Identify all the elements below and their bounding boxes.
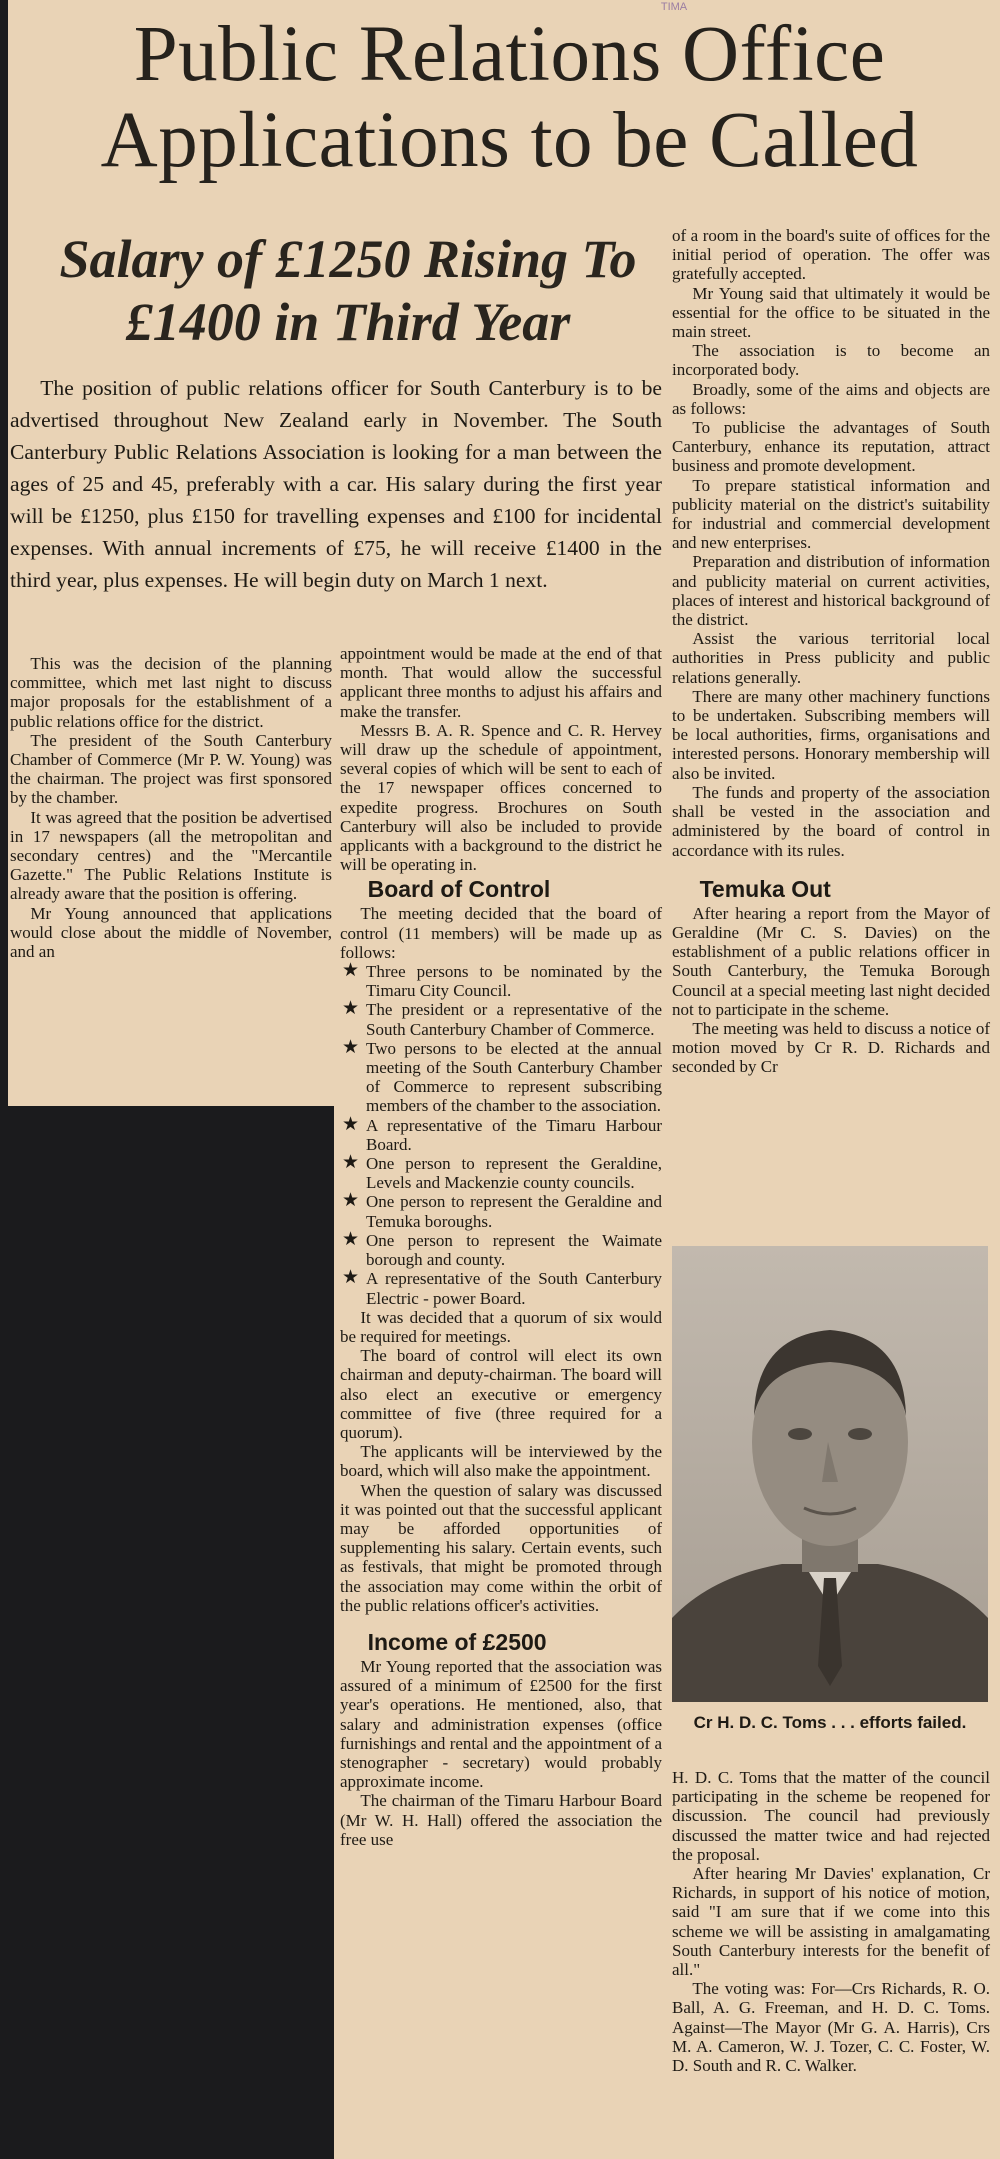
col1-para: The president of the South Canterbury Chamber of Commerce (Mr P. W. Young) was the chairman. The project was first sponsored by the chamber.: [10, 730, 332, 808]
column-3: [672, 226, 990, 1077]
temuka-para: The meeting was held to discuss a notice of motion moved by Cr R. D. Richards and seconded by Cr: [672, 1018, 990, 1077]
star-icon: ★: [342, 998, 360, 1020]
col3-para: There are many other machinery functions to be undertaken. Subscribing members will be local authorities, firms, organisations and interested persons. Honorary membership will also be invited.: [672, 686, 990, 783]
col2-para: appointment would be made at the end of that month. That would allow the successful applicant three months to adjust his affairs and make the transfer.: [340, 644, 662, 721]
star-icon: ★: [342, 960, 360, 982]
board-para: The applicants will be interviewed by the board, which will also make the appointment.: [340, 1442, 662, 1481]
board-list: [340, 962, 662, 1308]
col3-para: Preparation and distribution of information and publicity material on current activities, places of interest and historical background of the district.: [672, 552, 990, 630]
board-para: When the question of salary was discussed it was pointed out that the successful applicant may be afforded opportunities of supplementing his salary. Certain events, such as festivals, that might be promoted through the association may come within the orbit of the public relations officer's activities.: [340, 1480, 662, 1615]
subheadline: Salary of £1250 Rising To £1400 in Third Year: [59, 229, 637, 352]
income-heading: Income of £2500: [367, 1628, 547, 1655]
board-para: The board of control will elect its own chairman and deputy-chairman. The board will also elect an executive or emergency committee of five (three required for a quorum).: [340, 1346, 662, 1442]
star-icon: ★: [342, 1036, 360, 1058]
list-item: ★ A representative of the South Canterbury Electric - power Board.: [342, 1267, 662, 1308]
column-3-bottom: [672, 1768, 990, 2075]
col3-para: The association is to become an incorporated body.: [672, 341, 990, 380]
list-item: ★ One person to represent the Geraldine, Levels and Mackenzie county councils.: [342, 1152, 662, 1193]
col1-para: This was the decision of the planning committee, which met last night to discuss major proposals for the establishment of a public relations office for the district.: [10, 654, 332, 731]
star-icon: ★: [342, 1228, 360, 1250]
headline: Public Relations Office Applications to be Called: [100, 11, 919, 184]
star-icon: ★: [342, 1267, 360, 1289]
star-icon: ★: [342, 1152, 360, 1174]
col3-para: Broadly, some of the aims and objects are as follows:: [672, 379, 990, 418]
board-para: It was decided that a quorum of six would be required for meetings.: [340, 1307, 662, 1346]
col3-bottom-para: H. D. C. Toms that the matter of the council participating in the scheme be reopened for discussion. The council had previously discussed the matter twice and had rejected the proposal.: [672, 1768, 990, 1864]
portrait-icon: [672, 1246, 988, 1702]
list-item: ★ Two persons to be elected at the annual meeting of the South Canterbury Chamber of Commerce to represent subscribing members of the chamber to the association.: [342, 1036, 662, 1116]
portrait-photo: [672, 1246, 988, 1702]
intro-text: The position of public relations officer for South Canterbury is to be advertised throughout New Zealand early in November. The South Canterbury Public Relations Association is looking for a man between the ages of 25 and 45, preferably with a car. His salary during the first year will be £1250, plus £150 for travelling expenses and £100 for incidental expenses. With annual increments of £75, he will receive £1400 in the third year, plus expenses. He will begin duty on March 1 next.: [10, 376, 662, 592]
col3-para: To publicise the advantages of South Canterbury, enhance its reputation, attract business and promote development.: [672, 418, 990, 476]
income-para: The chairman of the Timaru Harbour Board (Mr W. H. Hall) offered the association the free use: [340, 1791, 662, 1849]
col1-para: It was agreed that the position be advertised in 17 newspapers (all the metropolitan and secondary centres) and the "Mercantile Gazette." The Public Relations Institute is already aware that the position is offering.: [10, 807, 332, 904]
star-icon: ★: [342, 1113, 360, 1135]
col3-para: The funds and property of the association shall be vested in the association and administered by the board of control in accordance with its rules.: [672, 782, 990, 860]
column-2: [340, 644, 662, 1849]
temuka-heading: Temuka Out: [699, 875, 831, 902]
star-icon: ★: [342, 1190, 360, 1212]
temuka-para: After hearing a report from the Mayor of Geraldine (Mr C. S. Davies) on the establishment of a public relations officer in South Canterbury, the Temuka Borough Council at a special meeting last night decided not to participate in the scheme.: [672, 903, 990, 1019]
list-item: ★ Three persons to be nominated by the Timaru City Council.: [342, 960, 662, 1001]
col1-para: Mr Young announced that applications would close about the middle of November, and an: [10, 903, 332, 962]
col3-bottom-para: After hearing Mr Davies' explanation, Cr Richards, in support of his notice of motion, said "I am sure that if we come into this scheme we will be assisting in amalgamating South Canterbury interests for the benefit of all.": [672, 1864, 990, 1980]
col3-para: Mr Young said that ultimately it would be essential for the office to be situated in the main street.: [672, 283, 990, 342]
board-heading: Board of Control: [367, 876, 551, 903]
clip-mark: TIMA: [660, 1, 688, 13]
list-item: ★ One person to represent the Waimate borough and county.: [342, 1228, 662, 1270]
board-intro: The meeting decided that the board of control (11 members) will be made up as follows:: [340, 904, 662, 962]
column-1: [10, 654, 332, 961]
list-item: ★ The president or a representative of the South Canterbury Chamber of Commerce.: [342, 998, 662, 1039]
income-para: Mr Young reported that the association was assured of a minimum of £2500 for the first year's operations. He mentioned, also, that salary and administration expenses (office furnishings and rental and the appointment of a stenographer - secretary) would probably approximate income.: [340, 1656, 662, 1792]
photo-caption: Cr H. D. C. Toms . . . efforts failed.: [693, 1713, 967, 1732]
list-item: ★ One person to represent the Geraldine and Temuka boroughs.: [342, 1190, 662, 1231]
col2-para: Messrs B. A. R. Spence and C. R. Hervey will draw up the schedule of appointment, several copies of which will be sent to each of the 17 newspaper offices concerned to expedite progress. Brochures on South Canterbury will also be included to provide applicants with a background to the district he will be operating in.: [340, 720, 662, 875]
col3-para: To prepare statistical information and publicity material on the district's suitability for industrial and commercial development and new enterprises.: [672, 475, 990, 553]
col3-bottom-para: The voting was: For—Crs Richards, R. O. Ball, A. G. Freeman, and H. D. C. Toms. Against—The Mayor (Mr G. A. Harris), Crs M. A. Cameron, W. J. Tozer, C. C. Foster, W. D. South and R. C. Walker.: [672, 1979, 990, 2076]
intro-paragraph: [10, 372, 662, 596]
list-item: ★ A representative of the Timaru Harbour Board.: [342, 1113, 662, 1154]
col3-para: Assist the various territorial local authorities in Press publicity and public relations generally.: [672, 629, 990, 687]
col3-para: of a room in the board's suite of offices for the initial period of operation. The offer was gratefully accepted.: [672, 226, 990, 284]
